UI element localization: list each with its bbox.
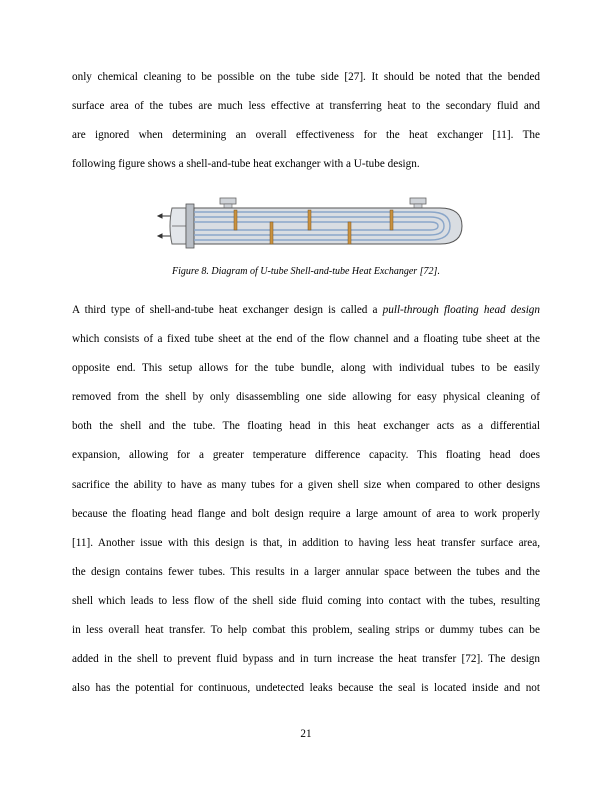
text-line: following figure shows a shell-and-tube heat exchanger with a U-tube design. bbox=[72, 158, 420, 171]
text-line: the design contains fewer tubes. This results in a larger annular space between the tubes and the bbox=[72, 565, 540, 578]
text-line: are ignored when determining an overall effectiveness for the heat exchanger [11]. The bbox=[72, 129, 540, 142]
figure-caption: Figure 8. Diagram of U-tube Shell-and-tube Heat Exchanger [72]. bbox=[172, 266, 440, 277]
paragraph-2 bbox=[72, 296, 540, 703]
text-line: expansion, allowing for a greater temperature difference capacity. This floating head does bbox=[72, 449, 540, 462]
text-line: added in the shell to prevent fluid bypass and in turn increase the heat transfer [72]. The design bbox=[72, 653, 540, 666]
text-line: removed from the shell by only disassembling one side allowing for easy physical cleaning of bbox=[72, 391, 540, 404]
text-line: shell which leads to less flow of the shell side fluid coming into contact with the tubes, resulting bbox=[72, 594, 540, 607]
u-tube-heat-exchanger-diagram bbox=[150, 196, 470, 258]
shell-nozzle-outlet bbox=[410, 198, 426, 204]
text-line: because the floating head flange and bolt design require a large amount of area to work properly bbox=[72, 507, 540, 520]
text-line: [11]. Another issue with this design is that, in addition to having less heat transfer surface area, bbox=[72, 536, 540, 549]
tube-sheet bbox=[186, 204, 194, 248]
paragraph-1 bbox=[72, 63, 540, 179]
text-line: only chemical cleaning to be possible on the tube side [27]. It should be noted that the bended bbox=[72, 71, 540, 83]
page-number: 21 bbox=[300, 728, 312, 740]
text-line: opposite end. This setup allows for the tube bundle, along with individual tubes to be easily bbox=[72, 362, 540, 375]
text-line: surface area of the tubes are much less effective at transferring heat to the secondary fluid and bbox=[72, 100, 540, 113]
emphasized-term: pull-through floating head design bbox=[382, 304, 540, 316]
text-line: both the shell and the tube. The floating head in this heat exchanger acts as a differential bbox=[72, 420, 540, 433]
text-run: A third type of shell-and-tube heat exchanger design is called a bbox=[72, 304, 383, 316]
text-line: sacrifice the ability to have as many tubes for a given shell size when compared to other designs bbox=[72, 478, 540, 491]
text-line bbox=[72, 296, 540, 325]
text-line: in less overall heat transfer. To help combat this problem, sealing strips or dummy tubes can be bbox=[72, 624, 540, 637]
shell-nozzle-inlet bbox=[220, 198, 236, 204]
text-line: which consists of a fixed tube sheet at the end of the flow channel and a floating tube sheet at the bbox=[72, 333, 540, 346]
text-line: also has the potential for continuous, undetected leaks because the seal is located inside and not bbox=[72, 682, 540, 695]
